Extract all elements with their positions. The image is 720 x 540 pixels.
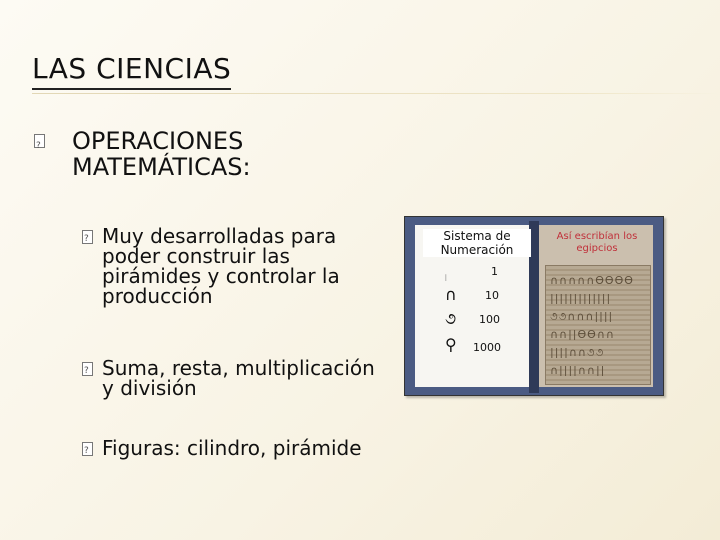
hieroglyph-row: ∩∩||ϴϴ∩∩ — [550, 328, 615, 340]
egyptian-numerals-book-image — [404, 216, 664, 396]
bullet-icon — [82, 362, 93, 376]
numeral-label: 1 — [491, 265, 498, 278]
bullet-icon — [82, 442, 93, 456]
bullet-icon — [34, 134, 45, 148]
sub-bullet-text: Figuras: cilindro, pirámide — [102, 436, 362, 460]
slide-title: LAS CIENCIAS — [32, 52, 231, 90]
hieroglyph-row: ||||||||||||| — [550, 292, 612, 304]
heel-glyph-icon: ∩ — [445, 285, 457, 304]
numeral-label: 10 — [485, 289, 499, 302]
numeration-heading: Sistema de Numeración — [423, 229, 531, 257]
lotus-glyph-icon: ⚲ — [445, 335, 457, 354]
numeral-label: 1000 — [473, 341, 501, 354]
bullet-icon — [82, 230, 93, 244]
title-divider — [32, 93, 720, 94]
sub-bullet-text: Muy desarrolladas para poder construir las pirámides y controlar la producción — [102, 224, 340, 308]
hieroglyph-row: ∩||||∩∩|| — [550, 364, 606, 376]
coil-glyph-icon: ૭ — [445, 309, 457, 328]
hieroglyph-stone-icon — [545, 265, 651, 385]
hieroglyph-row: ૭૭∩∩∩|||| — [550, 310, 614, 322]
main-bullet-text: OPERACIONES MATEMÁTICAS: — [72, 127, 251, 181]
egyptian-writing-heading: Así escribían los egipcios — [556, 231, 638, 254]
stroke-glyph-icon: 𓏺 — [445, 266, 447, 285]
hieroglyph-row: ||||∩∩૭૭ — [550, 346, 605, 358]
hieroglyph-row: ∩∩∩∩∩ϴϴϴϴ — [550, 274, 634, 286]
numeral-label: 100 — [479, 313, 500, 326]
sub-bullet-text: Suma, resta, multiplicación y división — [102, 356, 375, 400]
